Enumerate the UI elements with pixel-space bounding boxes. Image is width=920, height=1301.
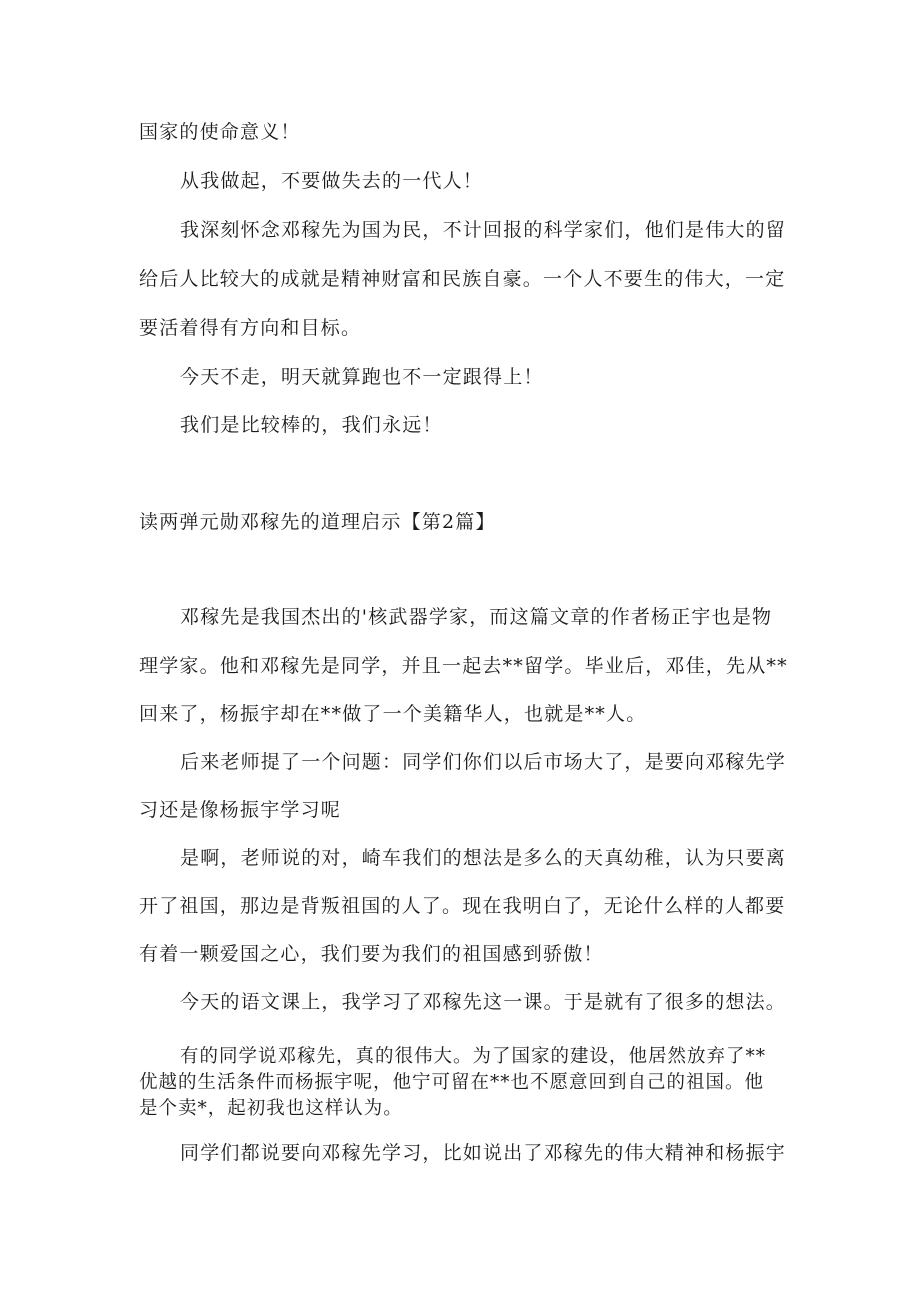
paragraph-line: 习还是像杨振宇学习呢: [139, 799, 342, 821]
paragraph-line: 理学家。他和邓稼先是同学，并且一起去**留学。毕业后，邓佳，先从**: [139, 655, 788, 677]
paragraph-line: 是啊，老师说的对，崎车我们的想法是多么的天真幼稚，认为只要离: [180, 847, 787, 869]
paragraph-line: 邓稼先是我国杰出的'核武器学家，而这篇文章的作者杨正宇也是物: [180, 606, 773, 628]
paragraph-line: 给后人比较大的成就是精神财富和民族自豪。一个人不要生的伟大，一定: [139, 268, 786, 290]
paragraph-line: 国家的使命意义！: [139, 121, 301, 143]
paragraph-line: 后来老师提了一个问题：同学们你们以后市场大了，是要向邓稼先学: [180, 751, 787, 773]
paragraph-line: 我深刻怀念邓稼先为国为民，不计回报的科学家们，他们是伟大的留: [180, 219, 787, 241]
paragraph-line: 今天的语文课上，我学习了邓稼先这一课。于是就有了很多的想法。: [180, 991, 787, 1013]
paragraph-line: 优越的生活条件而杨振宇呢，他宁可留在**也不愿意回到自己的祖国。他: [139, 1072, 765, 1093]
paragraph-line: 同学们都说要向邓稼先学习，比如说出了邓稼先的伟大精神和杨振宇: [180, 1142, 787, 1164]
paragraph-line: 要活着得有方向和目标。: [139, 317, 362, 339]
section-heading: 读两弹元勋邓稼先的道理启示【第2篇】: [139, 511, 496, 533]
paragraph-line: 开了祖国，那边是背叛祖国的人了。现在我明白了，无论什么样的人都要: [139, 895, 786, 917]
paragraph-line: 今天不走，明天就算跑也不一定跟得上！: [180, 366, 544, 388]
paragraph-line: 我们是比较棒的，我们永远！: [180, 414, 443, 436]
paragraph-line: 是个卖*，起初我也这样认为。: [139, 1098, 403, 1119]
paragraph-line: 回来了，杨振宇却在**做了一个美籍华人，也就是**人。: [139, 703, 647, 725]
paragraph-line: 有着一颗爱国之心，我们要为我们的祖国感到骄傲！: [139, 943, 604, 965]
paragraph-line: 有的同学说邓稼先，真的很伟大。为了国家的建设，他居然放弃了**: [180, 1046, 767, 1067]
paragraph-line: 从我做起，不要做失去的一代人！: [180, 170, 484, 192]
